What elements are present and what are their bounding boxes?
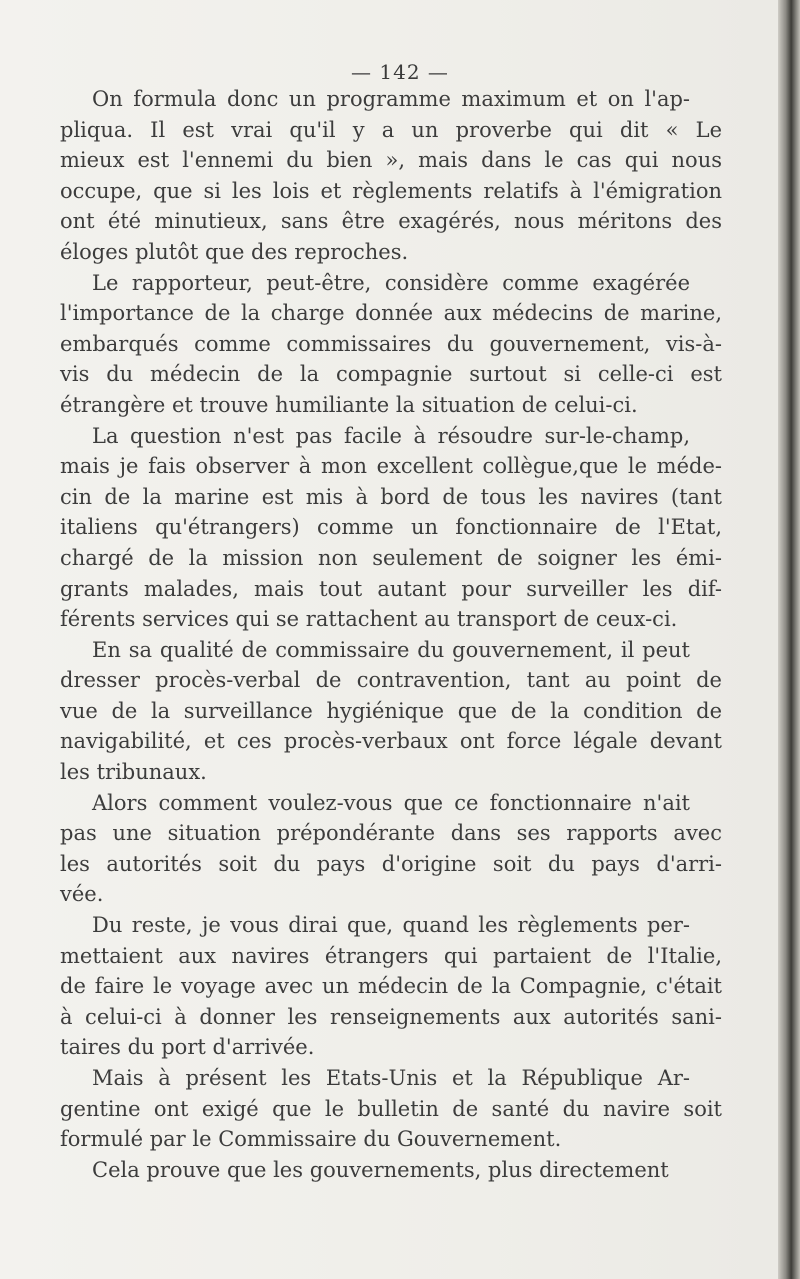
- text-line: mieux est l'ennemi du bien », mais dans le cas qui nous: [60, 148, 722, 173]
- text-line: Mais à présent les Etats-Unis et la République Ar-: [92, 1066, 690, 1090]
- text-line: En sa qualité de commissaire du gouvernement, il peut: [92, 637, 690, 662]
- text-line: les tribunaux.: [60, 760, 207, 785]
- text-line: Le rapporteur, peut-être, considère comme exagérée: [92, 270, 690, 295]
- page-number: — 142 —: [351, 60, 449, 84]
- text-line: pliqua. Il est vrai qu'il y a un proverbe qui dit « Le: [60, 117, 722, 142]
- text-line: chargé de la mission non seulement de soigner les émi-: [60, 545, 722, 570]
- text-line: les autorités soit du pays d'origine soit du pays d'arri-: [60, 851, 722, 876]
- text-line: italiens qu'étrangers) comme un fonctionnaire de l'Etat,: [60, 515, 722, 540]
- paragraph: [60, 910, 722, 1063]
- body-text: [60, 84, 722, 1185]
- text-line: occupe, que si les lois et règlements relatifs à l'émigration: [60, 178, 722, 203]
- paragraph: [60, 1155, 722, 1186]
- paragraph: [60, 84, 722, 268]
- paragraph: [60, 421, 722, 635]
- page-edge-shadow: [778, 0, 800, 1279]
- text-line: éloges plutôt que des reproches.: [60, 239, 409, 264]
- text-line: formulé par le Commissaire du Gouvernement.: [60, 1127, 562, 1152]
- text-line: embarqués comme commissaires du gouvernement, vis-à-: [60, 331, 722, 356]
- text-line: férents services qui se rattachent au transport de ceux-ci.: [60, 607, 678, 632]
- text-line: Du reste, je vous dirai que, quand les règlements per-: [92, 913, 690, 938]
- text-line: étrangère et trouve humiliante la situation de celui-ci.: [60, 392, 638, 417]
- text-line: de faire le voyage avec un médecin de la Compagnie, c'était: [60, 974, 722, 999]
- text-line: On formula donc un programme maximum et on l'ap-: [92, 87, 690, 111]
- text-line: Cela prouve que les gouvernements, plus directement: [92, 1157, 669, 1182]
- text-line: navigabilité, et ces procès-verbaux ont force légale devant: [60, 729, 722, 754]
- text-line: La question n'est pas facile à résoudre sur-le-champ,: [92, 423, 690, 448]
- text-line: mais je fais observer à mon excellent collègue,que le méde-: [60, 454, 722, 479]
- paragraph: [60, 788, 722, 910]
- text-line: vis du médecin de la compagnie surtout si celle-ci est: [60, 362, 722, 387]
- text-line: pas une situation prépondérante dans ses rapports avec: [60, 821, 722, 846]
- text-line: dresser procès-verbal de contravention, tant au point de: [60, 668, 722, 693]
- paragraph: [60, 268, 722, 421]
- text-line: vée.: [60, 882, 104, 907]
- paragraph: [60, 1063, 722, 1155]
- text-line: l'importance de la charge donnée aux médecins de marine,: [60, 301, 722, 326]
- text-line: à celui-ci à donner les renseignements aux autorités sani-: [60, 1004, 722, 1029]
- text-line: taires du port d'arrivée.: [60, 1035, 315, 1060]
- text-line: ont été minutieux, sans être exagérés, nous méritons des: [60, 209, 722, 234]
- text-line: grants malades, mais tout autant pour surveiller les dif-: [60, 576, 722, 601]
- paragraph: [60, 635, 722, 788]
- text-line: vue de la surveillance hygiénique que de la condition de: [60, 698, 722, 723]
- text-line: gentine ont exigé que le bulletin de santé du navire soit: [60, 1096, 722, 1121]
- text-line: mettaient aux navires étrangers qui partaient de l'Italie,: [60, 943, 722, 968]
- text-line: cin de la marine est mis à bord de tous les navires (tant: [60, 484, 722, 509]
- text-line: Alors comment voulez-vous que ce fonctionnaire n'ait: [92, 790, 690, 815]
